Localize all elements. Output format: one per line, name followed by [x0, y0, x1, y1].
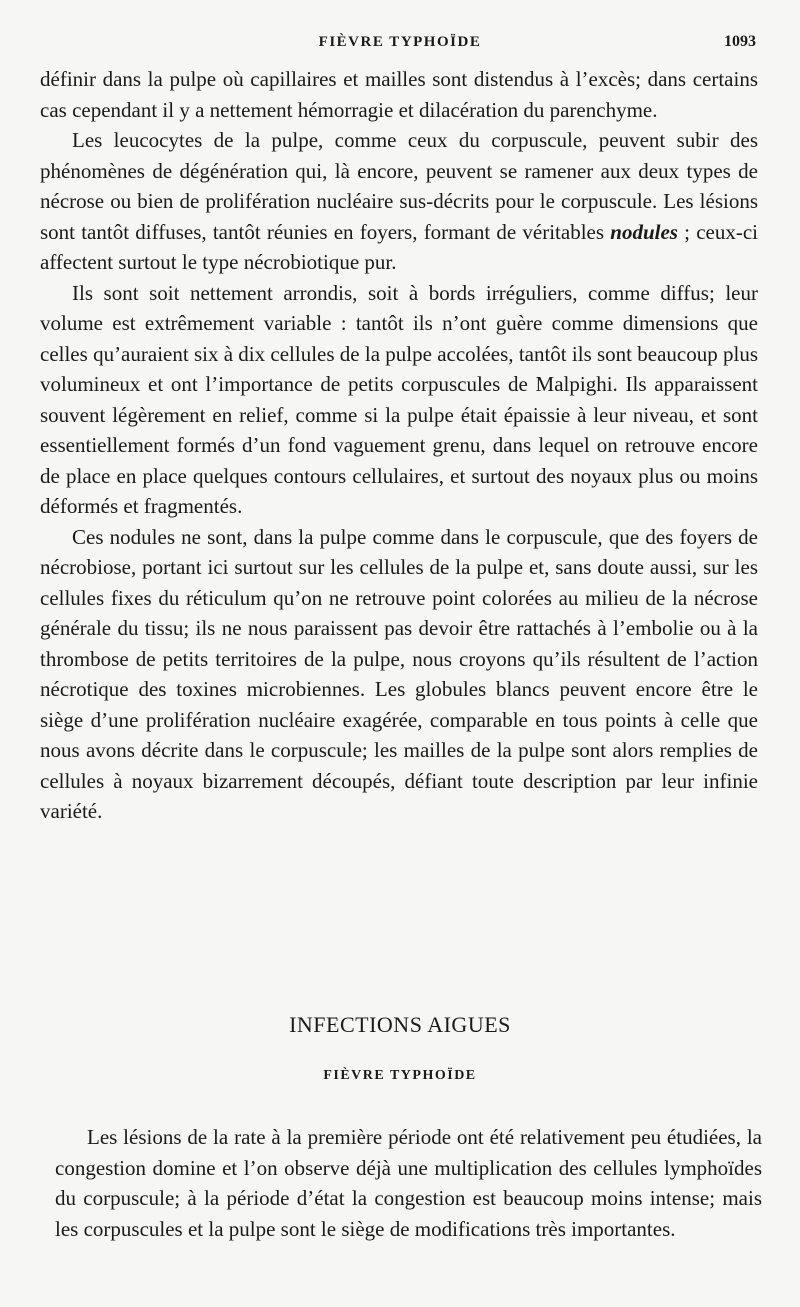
paragraph: Les lésions de la rate à la première période ont été relativement peu étudiées, la congestion domine et l’on observe déjà une multiplication des cellules lymphoïdes du corpuscule; à la période d’état la congestion est beaucoup moins intense; mais les corpuscules et la pulpe sont le siège de modifications très importantes. — [55, 1125, 762, 1241]
paragraph: Ils sont soit nettement arrondis, soit à bords irréguliers, comme diffus; leur volume est extrêmement variable : tantôt ils n’ont guère comme dimensions que celles qu’auraient six à dix cellules de la pulpe accolées, tantôt ils sont beaucoup plus volumineux et ont l’importance de petits corpuscules de Malpighi. Ils apparaissent souvent légèrement en relief, comme si la pulpe était épaissie à leur niveau, et sont essentiellement formés d’un fond vaguement grenu, dans lequel on retrouve encore de place en place quelques contours cellulaires, et surtout des noyaux plus ou moins déformés et fragmentés. — [40, 280, 758, 518]
paragraph: Ces nodules ne sont, dans la pulpe comme dans le corpuscule, que des foyers de nécrobiose, portant ici surtout sur les cellules de la pulpe et, sans doute aussi, sur les cellules fixes du réticulum qu’on ne retrouve point colorées au milieu de la nécrose générale du tissu; ils ne nous paraissent pas devoir être rattachés à l’embolie ou à la thrombose de petits territoires de la pulpe, nous croyons qu’ils résultent de l’action nécrotique des toxines microbiennes. Les globules blancs peuvent encore être le siège d’une prolifération nucléaire exagérée, comparable en tous points à celle que nous avons décrite dans le corpuscule; les mailles de la pulpe sont alors remplies de cellules à noyaux bizarrement découpés, défiant toute description par leur infinie variété. — [40, 524, 758, 823]
running-title: FIÈVRE TYPHOÏDE — [318, 34, 482, 50]
paragraph: définir dans la pulpe où capillaires et mailles sont distendus à l’excès; dans certains cas cependant il y a nettement hémorragie et dilacération du parenchyme. — [40, 67, 758, 122]
emphasized-term: nodules — [610, 219, 678, 244]
section-body — [55, 1122, 762, 1244]
section-heading: INFECTIONS AIGUES — [289, 1012, 511, 1037]
paragraph — [40, 125, 758, 278]
page-number: 1093 — [724, 33, 756, 50]
paragraph-text: Les leucocytes de la pulpe, comme ceux du corpuscule, peuvent subir des phénomènes de dégénération qui, là encore, peuvent se ramener aux deux types de nécrose ou bien de prolifération nucléaire sus-décrits pour le corpuscule. Les lésions sont tantôt diffuses, tantôt réunies en foyers, formant de véritables — [40, 128, 758, 244]
paragraph-text: ; ceux-ci affectent surtout le type nécrobiotique pur. — [40, 219, 759, 274]
body-text — [40, 64, 758, 827]
running-header — [0, 30, 800, 56]
section-subheading: FIÈVRE TYPHOÏDE — [323, 1068, 477, 1083]
